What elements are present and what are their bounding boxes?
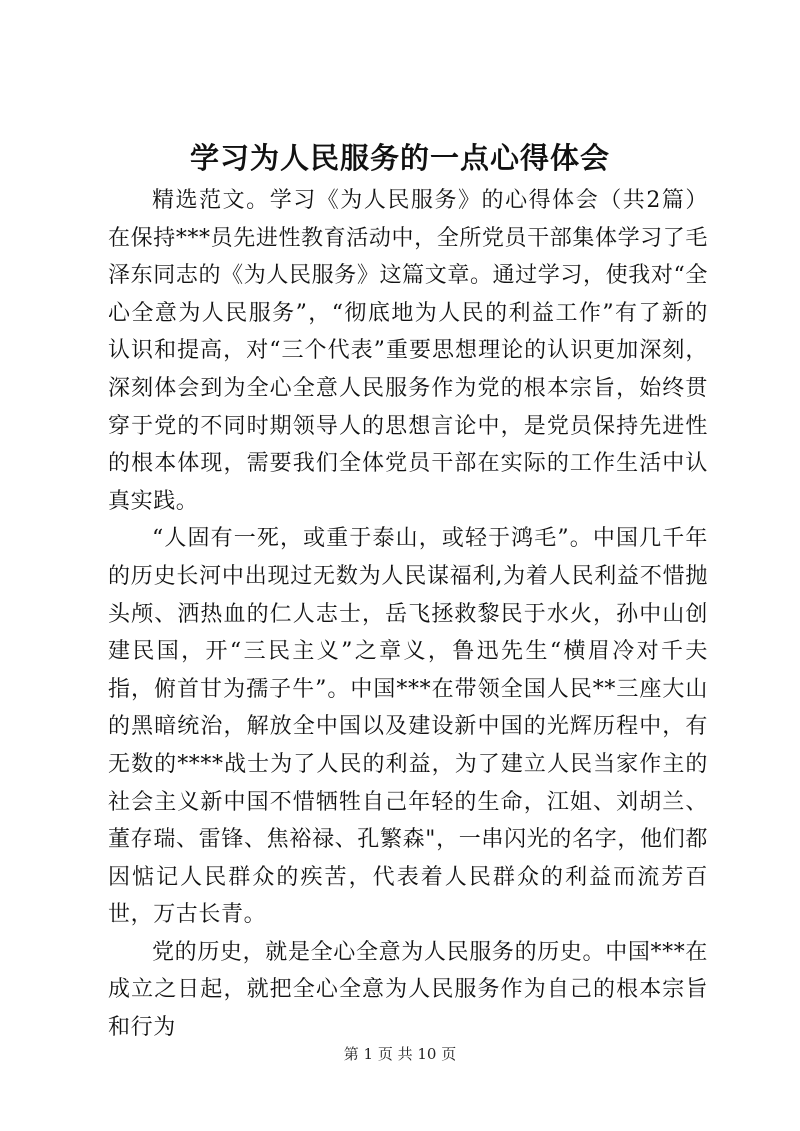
paragraph-1: 精选范文。学习《为人民服务》的心得体会（共2篇）在保持***员先进性教育活动中，全所党员干部集体学习了毛泽东同志的《为人民服务》这篇文章。通过学习，使我对“全心全意为人民服务”，“彻底地为人民的利益工作”有了新的认识和提高，对“三个代表”重要思想理论的认识更加深刻，深刻体会到为全心全意人民服务作为党的根本宗旨，始终贯穿于党的不同时期领导人的思想言论中，是党员保持先进性的根本体现，需要我们全体党员干部在实际的工作生活中认真实践。 <box>108 188 708 514</box>
document-title: 学习为人民服务的一点心得体会 <box>189 141 610 175</box>
paragraph-3: 党的历史，就是全心全意为人民服务的历史。中国***在成立之日起，就把全心全意为人民服务作为自己的根本宗旨和行为 <box>108 939 708 1041</box>
document-body <box>108 182 708 1047</box>
page-number-footer: 第 1 页 共 10 页 <box>343 1045 457 1063</box>
paragraph-2: “人固有一死，或重于泰山，或轻于鸿毛”。中国几千年的历史长河中出现过无数为人民谋福利,为着人民利益不惜抛头颅、洒热血的仁人志士，岳飞拯救黎民于水火，孙中山创建民国，开“三民主义”之章义，鲁迅先生“横眉冷对千夫指，俯首甘为孺子牛”。中国***在带领全国人民**三座大山的黑暗统治，解放全中国以及建设新中国的光辉历程中，有无数的****战士为了人民的利益，为了建立人民当家作主的社会主义新中国不惜牺牲自己年轻的生命，江姐、刘胡兰、董存瑞、雷锋、焦裕禄、孔繁森"，一串闪光的名字，他们都因惦记人民群众的疾苦，代表着人民群众的利益而流芳百世，万古长青。 <box>108 526 708 928</box>
